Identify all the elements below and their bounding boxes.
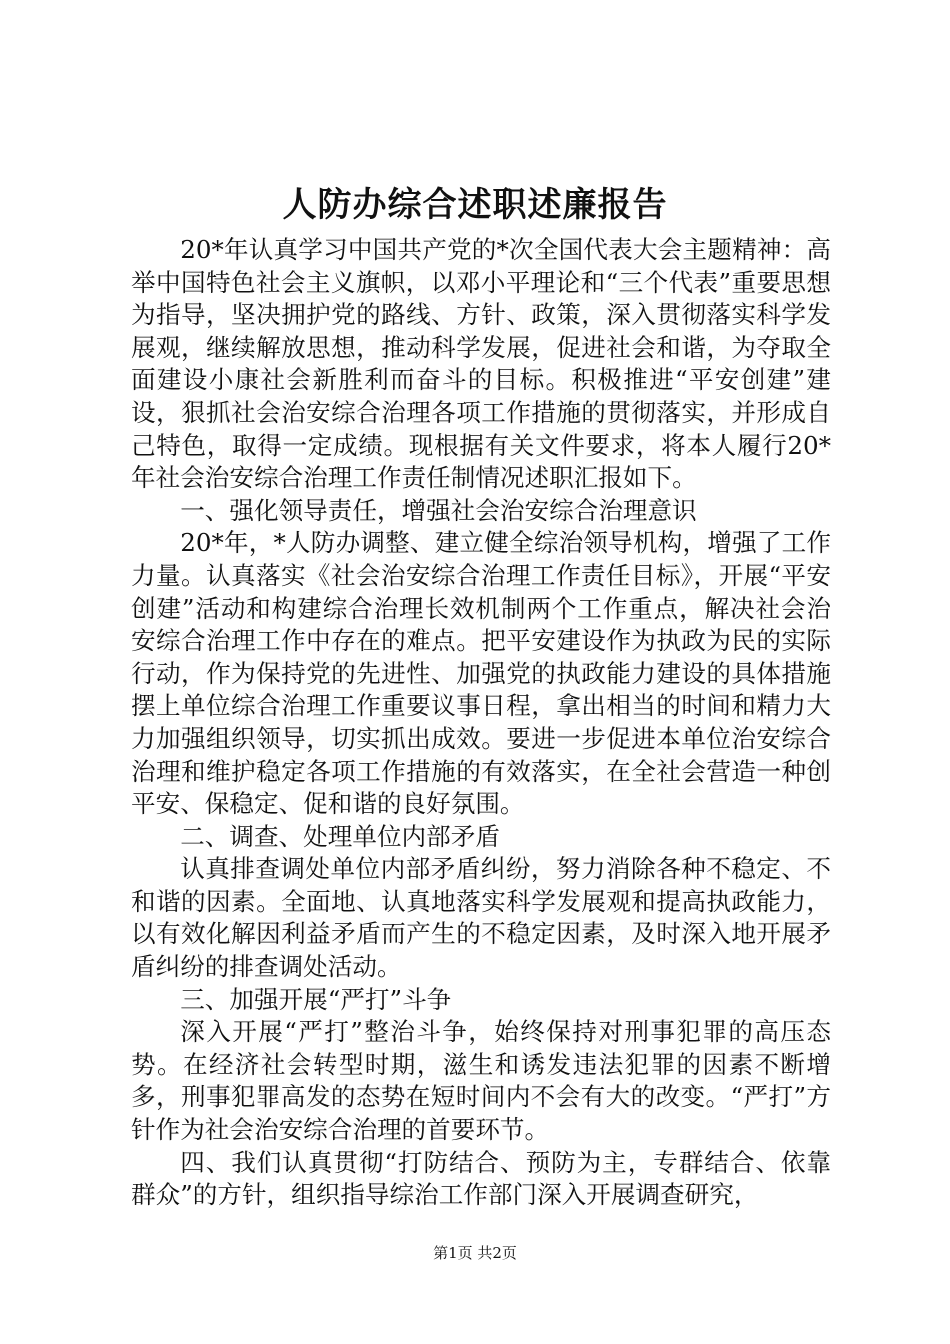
page-footer: 第1页 共2页	[433, 1244, 517, 1262]
document-body	[131, 234, 831, 1212]
section-heading-1: 一、强化领导责任，增强社会治安综合治理意识	[180, 495, 697, 525]
paragraph-section-4: 四、我们认真贯彻“打防结合、预防为主，专群结合、依靠群众”的方针，组织指导综治工作部门深入开展调查研究，	[131, 1147, 831, 1210]
paragraph-section-1: 20*年，*人防办调整、建立健全综治领导机构，增强了工作力量。认真落实《社会治安综合治理工作责任目标》，开展“平安创建”活动和构建综合治理长效机制两个工作重点，解决社会治安综合治理工作中存在的难点。把平安建设作为执政为民的实际行动，作为保持党的先进性、加强党的执政能力建设的具体措施摆上单位综合治理工作重要议事日程，拿出相当的时间和精力大力加强组织领导，切实抓出成效。要进一步促进本单位治安综合治理和维护稳定各项工作措施的有效落实，在全社会营造一种创平安、保稳定、促和谐的良好氛围。	[131, 528, 831, 819]
paragraph-section-2: 认真排查调处单位内部矛盾纠纷，努力消除各种不稳定、不和谐的因素。全面地、认真地落实科学发展观和提高执政能力，以有效化解因利益矛盾而产生的不稳定因素，及时深入地开展矛盾纠纷的排查调处活动。	[131, 854, 831, 982]
paragraph-section-3: 深入开展“严打”整治斗争，始终保持对刑事犯罪的高压态势。在经济社会转型时期，滋生和诱发违法犯罪的因素不断增多，刑事犯罪高发的态势在短时间内不会有大的改变。“严打”方针作为社会治安综合治理的首要环节。	[131, 1017, 831, 1145]
paragraph-intro: 20*年认真学习中国共产党的*次全国代表大会主题精神：高举中国特色社会主义旗帜，以邓小平理论和“三个代表”重要思想为指导，坚决拥护党的路线、方针、政策，深入贯彻落实科学发展观，继续解放思想，推动科学发展，促进社会和谐，为夺取全面建设小康社会新胜利而奋斗的目标。积极推进“平安创建”建设，狠抓社会治安综合治理各项工作措施的贯彻落实，并形成自己特色，取得一定成绩。现根据有关文件要求，将本人履行20*年社会治安综合治理工作责任制情况述职汇报如下。	[131, 235, 831, 493]
section-heading-2: 二、调查、处理单位内部矛盾	[180, 821, 500, 851]
document-title: 人防办综合述职述廉报告	[282, 185, 668, 225]
section-heading-3: 三、加强开展“严打”斗争	[180, 984, 452, 1014]
